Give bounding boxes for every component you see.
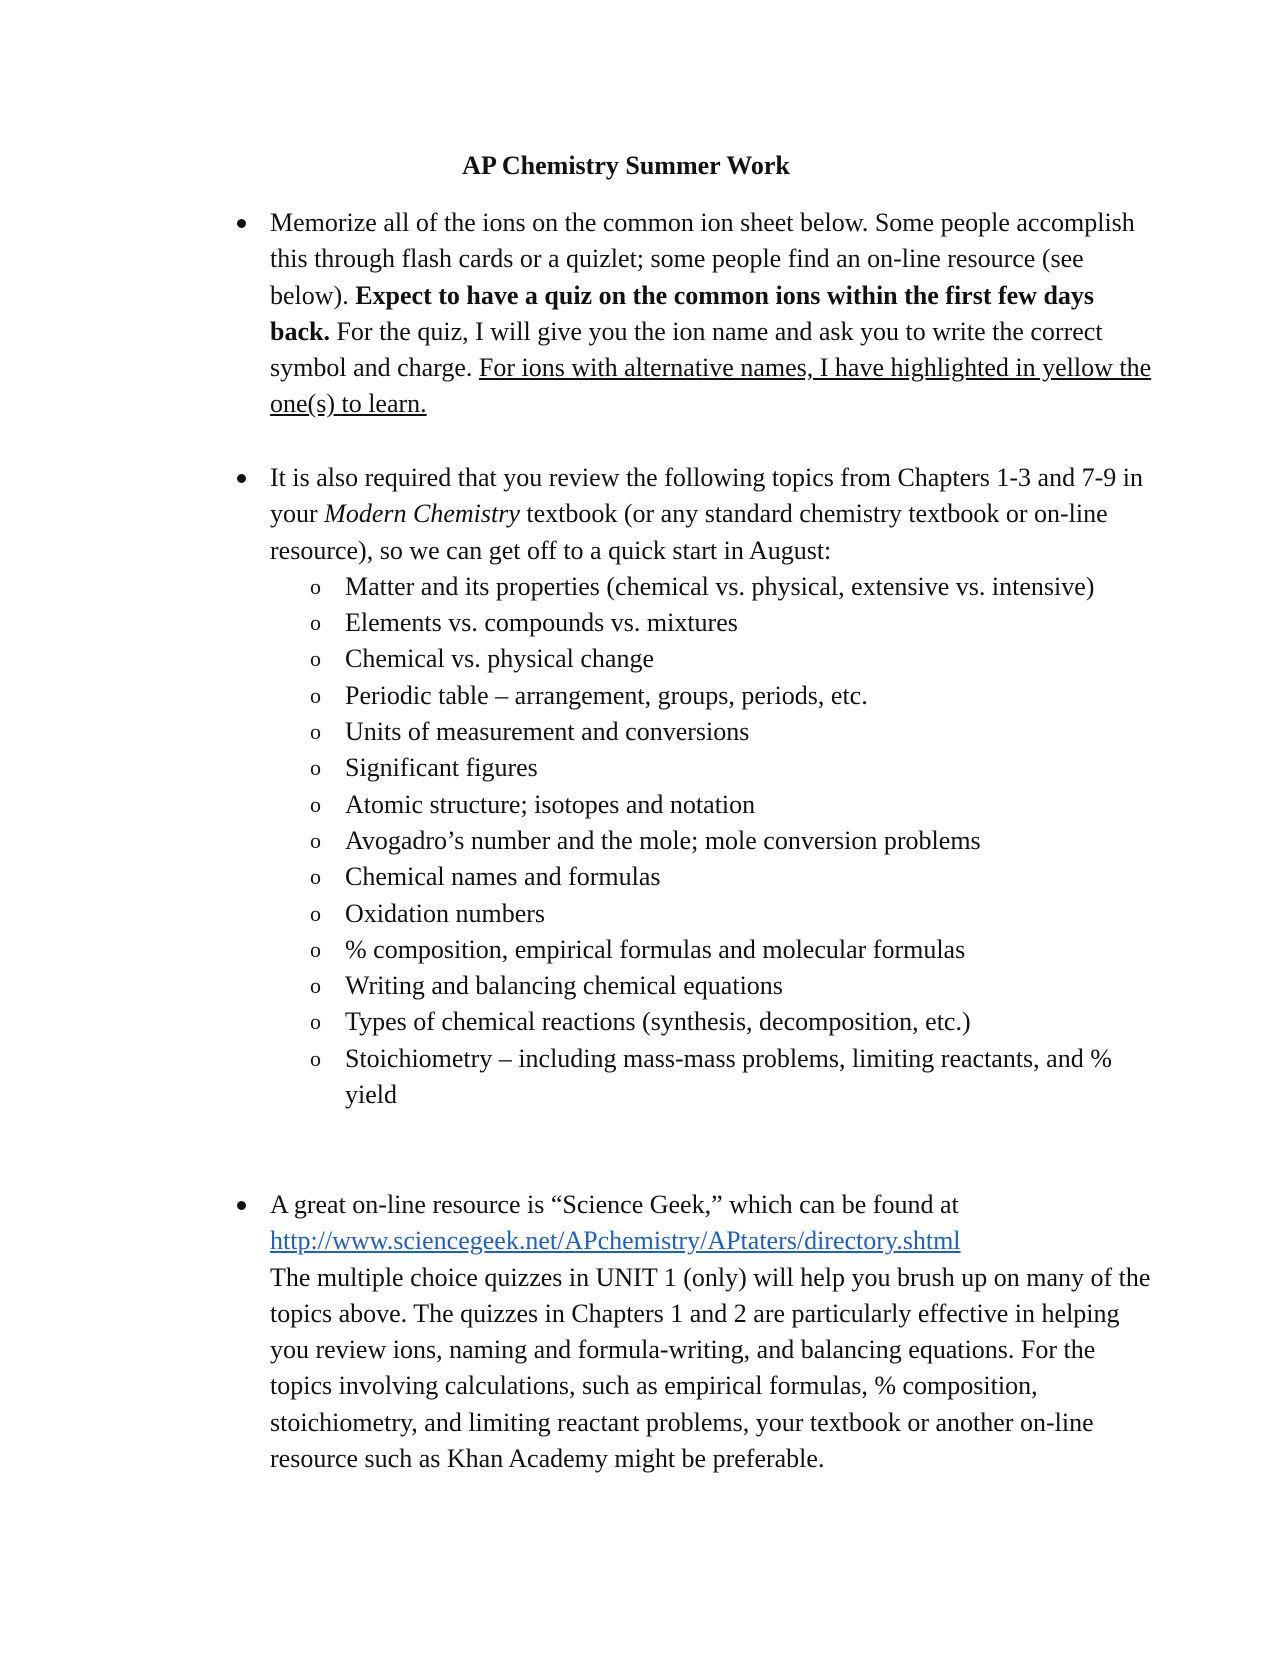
topic-list-item [270, 896, 1160, 932]
circle-bullet-icon: o [310, 573, 321, 599]
page-title-text: AP Chemistry Summer Work [462, 151, 790, 180]
topic-list-item [270, 932, 1160, 968]
resource-body: The multiple choice quizzes in UNIT 1 (only) will help you brush up on many of the topics above. The quizzes in Chapters 1 and 2 are particularly effective in helping you review ions, naming and formula-writing, and balancing equations. For the topics involving calculations, such as empirical formulas, % composition, stoichiometry, and limiting reactant problems, your textbook or another on-line resource such as Khan Academy might be preferable. [270, 1262, 1151, 1474]
page-title [0, 149, 1280, 183]
circle-bullet-icon: o [310, 1045, 321, 1071]
topic-text: Significant figures [345, 753, 538, 783]
topic-text: Atomic structure; isotopes and notation [345, 789, 756, 819]
circle-bullet-icon: o [310, 827, 321, 853]
circle-bullet-icon: o [310, 682, 321, 708]
topic-list-item [270, 714, 1160, 750]
bullet-review-topics [270, 460, 1160, 1113]
topic-text: Units of measurement and conversions [345, 717, 750, 747]
review-topics-paragraph [270, 460, 1160, 569]
topic-text: Chemical names and formulas [345, 862, 661, 892]
quiz-instructions-text: For the quiz, I will give you the ion name and ask you to write the correct symbol and charge. [270, 316, 1103, 383]
topic-list-item [270, 859, 1160, 895]
circle-bullet-icon: o [310, 1009, 321, 1035]
circle-bullet-icon: o [310, 791, 321, 817]
topic-list-item [270, 750, 1160, 786]
textbook-title: Modern Chemistry [324, 499, 520, 529]
topic-text: Types of chemical reactions (synthesis, decomposition, etc.) [345, 1007, 971, 1037]
quiz-warning-text: Expect to have a quiz on the common ions within the first few days back. [270, 280, 1095, 346]
circle-bullet-icon: o [310, 900, 321, 926]
topic-list-item [270, 605, 1160, 641]
bullet-dot-icon [237, 474, 246, 483]
topic-text: % composition, empirical formulas and molecular formulas [345, 934, 966, 964]
alternative-names-note: For ions with alternative names, I have highlighted in yellow the one(s) to learn. [270, 353, 1152, 419]
topic-list-item [270, 1041, 1160, 1114]
circle-bullet-icon: o [310, 864, 321, 890]
bullet-dot-icon [237, 1201, 246, 1210]
topic-list-item [270, 1004, 1160, 1040]
circle-bullet-icon: o [310, 610, 321, 636]
topic-text: Matter and its properties (chemical vs. physical, extensive vs. intensive) [345, 571, 1095, 601]
bullet-ions-paragraph [270, 205, 1160, 423]
circle-bullet-icon: o [310, 936, 321, 962]
resource-link-line [270, 1223, 1160, 1259]
circle-bullet-icon: o [310, 646, 321, 672]
topic-list-item [270, 641, 1160, 677]
topic-text: Stoichiometry – including mass-mass problems, limiting reactants, and % yield [345, 1043, 1112, 1110]
topic-list-item [270, 787, 1160, 823]
circle-bullet-icon: o [310, 973, 321, 999]
review-intro-text: It is also required that you review the following topics from Chapters 1-3 and 7-9 in your [270, 463, 1143, 529]
topic-text: Chemical vs. physical change [345, 644, 655, 674]
topic-list [270, 569, 1160, 1113]
topic-text: Avogadro’s number and the mole; mole conversion problems [345, 825, 981, 855]
topic-list-item [270, 678, 1160, 714]
resource-intro: A great on-line resource is “Science Geek,” which can be found at [270, 1190, 959, 1219]
topic-list-item [270, 569, 1160, 605]
topic-list-item [270, 968, 1160, 1004]
review-intro-rest: textbook (or any standard chemistry textbook or on-line resource), so we can get off to a quick start in August: [270, 499, 1108, 565]
topic-text: Elements vs. compounds vs. mixtures [345, 608, 738, 638]
topic-text: Oxidation numbers [345, 898, 546, 928]
topic-text: Periodic table – arrangement, groups, periods, etc. [345, 680, 868, 710]
ions-intro-text: Memorize all of the ions on the common ion sheet below. Some people accomplish this through flash cards or a quizlet; some people find an on-line resource (see below). [270, 208, 1135, 310]
topic-text: Writing and balancing chemical equations [345, 971, 783, 1001]
bullet-dot-icon [237, 219, 246, 228]
circle-bullet-icon: o [310, 755, 321, 781]
science-geek-link[interactable]: http://www.sciencegeek.net/APchemistry/APtaters/directory.shtml [270, 1226, 961, 1256]
bullet-ions-memorize [270, 205, 1160, 423]
topic-list-item [270, 823, 1160, 859]
bullet-online-resource [270, 1187, 1160, 1477]
circle-bullet-icon: o [310, 719, 321, 745]
